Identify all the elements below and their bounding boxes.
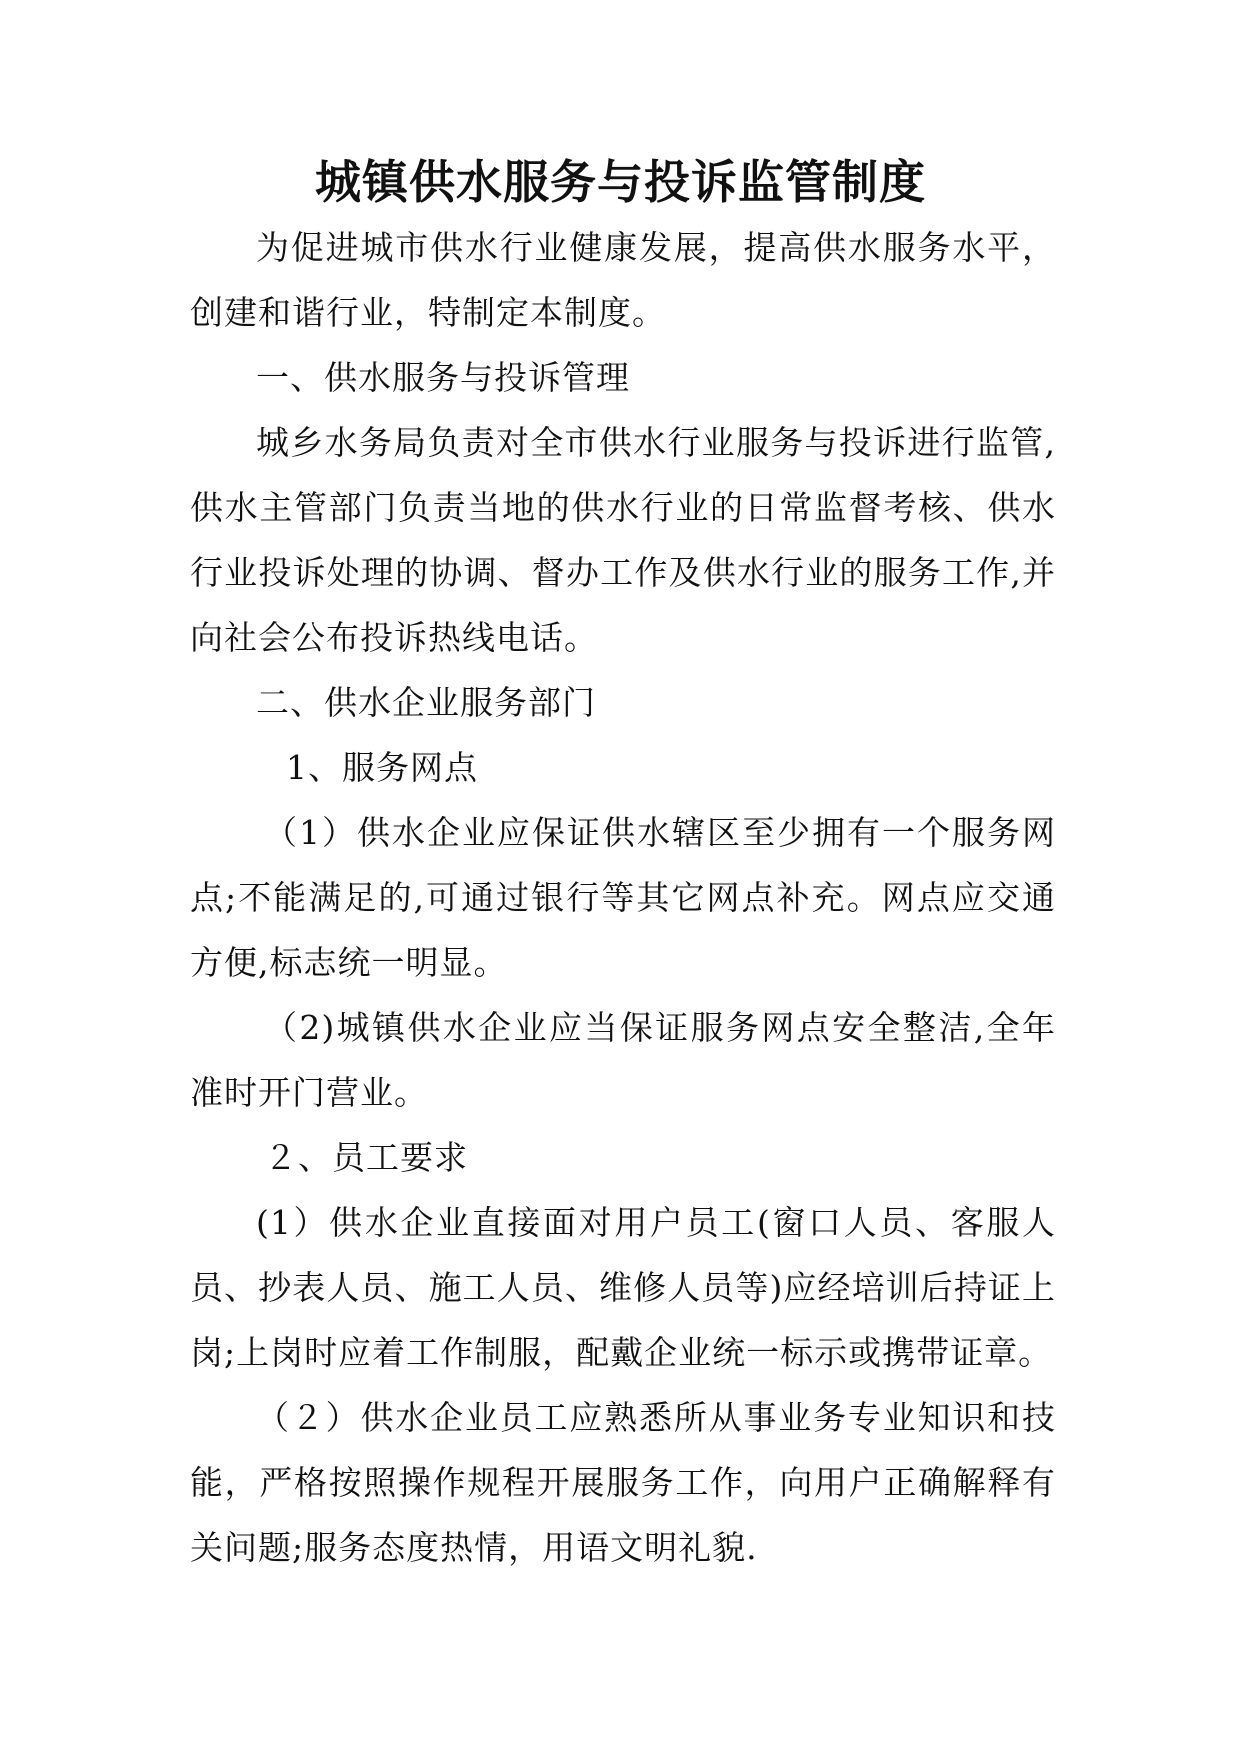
document-body	[190, 215, 1056, 1580]
subsection-heading-staff: ２、员工要求	[264, 1138, 468, 1177]
staff-item-2: （２）供水企业员工应熟悉所从事业务专业知识和技能，严格按照操作规程开展服务工作，向用户正确解释有关问题;服务态度热情，用语文明礼貌.	[190, 1398, 1056, 1567]
intro-paragraph: 为促进城市供水行业健康发展，提高供水服务水平，创建和谐行业，特制定本制度。	[190, 228, 1056, 332]
staff-item-1: (1）供水企业直接面对用户员工(窗口人员、客服人员、抄表人员、施工人员、维修人员等)应经培训后持证上岗;上岗时应着工作制服，配戴企业统一标示或携带证章。	[190, 1203, 1056, 1372]
subsection-heading-service-points: 1、服务网点	[286, 748, 478, 787]
document-title: 城镇供水服务与投诉监管制度	[315, 155, 926, 209]
service-points-item-2: （2)城镇供水企业应当保证服务网点安全整洁,全年准时开门营业。	[190, 1008, 1056, 1112]
section-1-paragraph: 城乡水务局负责对全市供水行业服务与投诉进行监管,供水主管部门负责当地的供水行业的日常监督考核、供水行业投诉处理的协调、督办工作及供水行业的服务工作,并向社会公布投诉热线电话。	[190, 423, 1056, 657]
section-heading-1: 一、供水服务与投诉管理	[256, 358, 630, 397]
section-heading-2: 二、供水企业服务部门	[256, 683, 596, 722]
service-points-item-1: （1）供水企业应保证供水辖区至少拥有一个服务网点;不能满足的,可通过银行等其它网点补充。网点应交通方便,标志统一明显。	[190, 813, 1056, 982]
